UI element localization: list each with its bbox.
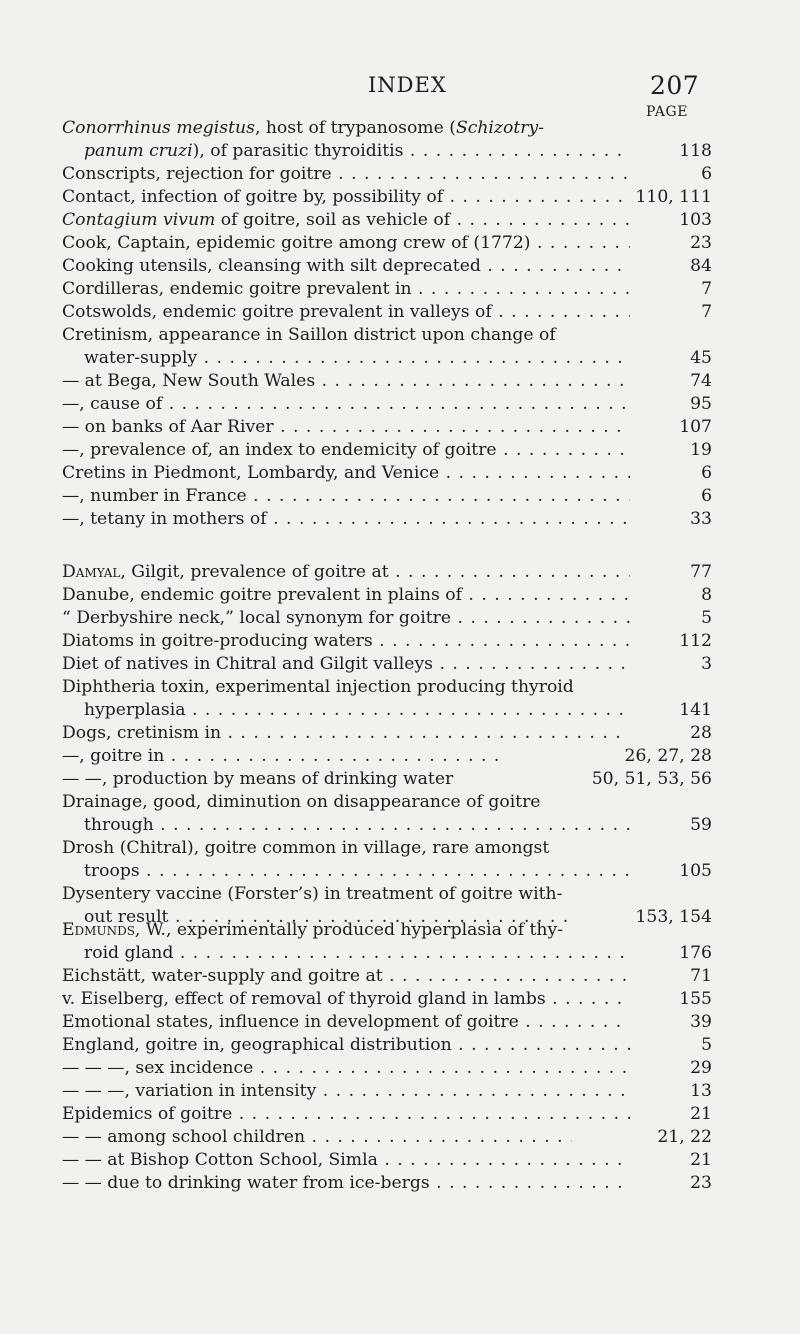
entry-text-part: Cotswolds, endemic goitre prevalent in valleys of: [62, 302, 492, 322]
entry-text: [62, 278, 630, 301]
page-ref: 155: [675, 988, 712, 1011]
entry-text: [62, 607, 630, 630]
entry-text: [62, 1034, 630, 1057]
index-entry: [62, 301, 712, 324]
entry-text: [62, 988, 630, 1011]
entry-text-part: Drainage, good, diminution on disappearance of goitre: [62, 792, 541, 812]
entry-text: [62, 393, 630, 416]
page-ref: 23: [686, 1172, 712, 1195]
index-entry: [62, 607, 712, 630]
page-ref: 107: [675, 416, 712, 439]
page-ref: 6: [697, 485, 712, 508]
entry-text: [62, 255, 630, 278]
page-ref: 95: [686, 393, 712, 416]
page-ref: 33: [686, 508, 712, 531]
index-entry: [62, 485, 712, 508]
entry-text-part: Danube, endemic goitre prevalent in plains of: [62, 585, 462, 605]
page-ref: 6: [697, 462, 712, 485]
entry-text: [84, 942, 630, 965]
page-ref: 59: [686, 814, 712, 837]
index-entry: [62, 942, 712, 965]
page-ref: 110, 111: [631, 186, 712, 209]
index-entry: [62, 791, 712, 814]
page-ref: 5: [697, 607, 712, 630]
index-section-d: [62, 561, 712, 929]
page-ref: 50, 51, 53, 56: [588, 768, 712, 791]
index-entry: [62, 1103, 712, 1126]
entry-text-part: panum cruzi: [84, 141, 193, 161]
entry-text: [62, 1011, 630, 1034]
page-ref: 84: [686, 255, 712, 278]
entry-text: [62, 965, 630, 988]
index-entry: [62, 676, 712, 699]
index-entry: [62, 630, 712, 653]
entry-text-part: — on banks of Aar River: [62, 417, 274, 437]
page-header: [0, 73, 800, 103]
entry-text: [62, 745, 502, 768]
entry-text: [62, 1057, 630, 1080]
entry-text-part: troops: [84, 861, 140, 881]
entry-text-part: Eichstätt, water-supply and goitre at: [62, 966, 383, 986]
entry-text: [84, 814, 630, 837]
entry-text-part: Cook, Captain, epidemic goitre among crew of (1772): [62, 233, 531, 253]
entry-text: [62, 768, 572, 791]
entry-text: [62, 209, 630, 232]
page-ref: 74: [686, 370, 712, 393]
entry-text-part: hyperplasia: [84, 700, 186, 720]
index-entry: [62, 919, 712, 942]
page-ref: 21: [686, 1103, 712, 1126]
index-entry: [62, 347, 712, 370]
index-entry: [62, 1057, 712, 1080]
index-entry: [62, 653, 712, 676]
page-ref: 103: [675, 209, 712, 232]
entry-text: [62, 791, 712, 814]
page-ref: 5: [697, 1034, 712, 1057]
index-entry: [62, 1011, 712, 1034]
entry-text: [84, 699, 630, 722]
entry-text: [62, 630, 630, 653]
entry-text-part: Dysentery vaccine (Forster’s) in treatment of goitre with-: [62, 884, 563, 904]
entry-text-part: — — due to drinking water from ice-bergs: [62, 1173, 430, 1193]
entry-text: [62, 1103, 630, 1126]
entry-text: [62, 416, 630, 439]
entry-text-part: — — at Bishop Cotton School, Simla: [62, 1150, 378, 1170]
entry-text: [62, 232, 630, 255]
entry-text-part: — —, production by means of drinking water: [62, 769, 454, 789]
entry-text-part: water-supply: [84, 348, 198, 368]
entry-text-part: Cretins in Piedmont, Lombardy, and Venice: [62, 463, 440, 483]
page-column-label: PAGE: [646, 104, 689, 120]
page-ref: 71: [686, 965, 712, 988]
index-section-e: [62, 919, 712, 1195]
index-entry: [62, 883, 712, 906]
entry-text-part: , W., experimentally produced hyperplasia of thy-: [134, 920, 564, 940]
page-number: 207: [650, 71, 700, 100]
page-ref: 105: [675, 860, 712, 883]
entry-text-part: Emotional states, influence in development of goitre: [62, 1012, 519, 1032]
entry-text-part: Drosh (Chitral), goitre common in village, rare amongst: [62, 838, 550, 858]
index-entry: [62, 1034, 712, 1057]
page-ref: 118: [675, 140, 712, 163]
page-ref: 29: [686, 1057, 712, 1080]
index-section-c: [62, 117, 712, 531]
entry-text: [62, 117, 712, 140]
index-entry: [62, 965, 712, 988]
index-entry: [62, 278, 712, 301]
page-ref: 6: [697, 163, 712, 186]
entry-text: [62, 561, 630, 584]
index-entry: [62, 837, 712, 860]
entry-text-part: —, goitre in: [62, 746, 165, 766]
page-ref: 39: [686, 1011, 712, 1034]
index-entry: [62, 814, 712, 837]
page-ref: 45: [686, 347, 712, 370]
index-entry: [62, 508, 712, 531]
index-entry: [62, 768, 712, 791]
page-ref: 112: [675, 630, 712, 653]
entry-text-part: England, goitre in, geographical distribution: [62, 1035, 452, 1055]
entry-text: [62, 186, 630, 209]
page-ref: 153, 154: [631, 906, 712, 929]
entry-text-part: — — —, sex incidence: [62, 1058, 254, 1078]
entry-text: [62, 919, 712, 942]
entry-text-part: Epidemics of goitre: [62, 1104, 233, 1124]
entry-text-part: Diet of natives in Chitral and Gilgit valleys: [62, 654, 433, 674]
entry-text-part: —, cause of: [62, 394, 163, 414]
index-entry: [62, 393, 712, 416]
page-ref: 21, 22: [653, 1126, 712, 1149]
entry-text: [62, 485, 630, 508]
entry-text-part: out result: [84, 907, 169, 927]
entry-text: [84, 347, 630, 370]
entry-text: [62, 722, 630, 745]
index-entry: [62, 462, 712, 485]
entry-text: [62, 1149, 630, 1172]
running-title: INDEX: [368, 73, 447, 97]
entry-text: [62, 883, 712, 906]
page-ref: 19: [686, 439, 712, 462]
entry-text-part: — — among school children: [62, 1127, 306, 1147]
entry-text: [62, 324, 712, 347]
page-ref: 13: [686, 1080, 712, 1103]
entry-text-part: Dogs, cretinism in: [62, 723, 222, 743]
index-entry: [62, 699, 712, 722]
index-entry: [62, 1080, 712, 1103]
entry-text-part: ), of parasitic thyroiditis: [192, 141, 404, 161]
entry-text-part: —, prevalence of, an index to endemicity of goitre: [62, 440, 497, 460]
entry-text: [62, 163, 630, 186]
index-entry: [62, 1172, 712, 1195]
page-ref: 8: [697, 584, 712, 607]
index-entry: [62, 860, 712, 883]
entry-text-part: through: [84, 815, 154, 835]
entry-text: [62, 653, 630, 676]
entry-text-part: , host of trypanosome (: [254, 118, 456, 138]
index-entry: [62, 416, 712, 439]
index-entry: [62, 324, 712, 347]
entry-text-part: —, number in France: [62, 486, 247, 506]
entry-text-part: “ Derbyshire neck,” local synonym for goitre: [62, 608, 452, 628]
index-entry: [62, 584, 712, 607]
index-entry: [62, 186, 712, 209]
entry-text: [62, 676, 712, 699]
entry-text-part: Schizotry-: [455, 118, 544, 138]
entry-text-part: roid gland: [84, 943, 174, 963]
entry-text: [62, 1172, 630, 1195]
page-ref: 3: [697, 653, 712, 676]
entry-text: [62, 462, 630, 485]
index-entry: [62, 117, 712, 140]
index-entry: [62, 163, 712, 186]
index-entry: [62, 439, 712, 462]
entry-text-part: — — —, variation in intensity: [62, 1081, 317, 1101]
entry-text-part: —, tetany in mothers of: [62, 509, 267, 529]
page-ref: 21: [686, 1149, 712, 1172]
entry-text-part: Edmunds: [62, 920, 135, 940]
entry-text: [62, 1080, 630, 1103]
entry-text-part: — at Bega, New South Wales: [62, 371, 316, 391]
index-entry: [62, 561, 712, 584]
page-ref: 7: [697, 278, 712, 301]
index-entry: [62, 232, 712, 255]
entry-text: [84, 860, 630, 883]
page-ref: 77: [686, 561, 712, 584]
page-ref: 28: [686, 722, 712, 745]
entry-text: [62, 439, 630, 462]
index-entry: [62, 722, 712, 745]
page-ref: 26, 27, 28: [621, 745, 712, 768]
index-entry: [62, 1149, 712, 1172]
entry-text: [62, 508, 630, 531]
entry-text-part: Contagium vivum: [62, 210, 216, 230]
entry-text-part: Diphtheria toxin, experimental injection producing thyroid: [62, 677, 574, 697]
entry-text-part: , Gilgit, prevalence of goitre at: [120, 562, 389, 582]
page-ref: 176: [675, 942, 712, 965]
entry-text-part: Conorrhinus megistus: [62, 118, 255, 138]
index-entry: [62, 209, 712, 232]
page-ref: 7: [697, 301, 712, 324]
entry-text-part: Diatoms in goitre-producing waters: [62, 631, 373, 651]
page-ref: 141: [675, 699, 712, 722]
index-entry: [62, 255, 712, 278]
index-entry: [62, 140, 712, 163]
index-entry: [62, 745, 712, 768]
entry-text-part: Damyal: [62, 562, 121, 582]
entry-text: [62, 837, 712, 860]
index-entry: [62, 988, 712, 1011]
entry-text-part: Cooking utensils, cleansing with silt deprecated: [62, 256, 481, 276]
entry-text: [62, 1126, 572, 1149]
entry-text: [62, 584, 630, 607]
entry-text: [62, 370, 630, 393]
entry-text-part: Contact, infection of goitre by, possibility of: [62, 187, 444, 207]
index-entry: [62, 370, 712, 393]
entry-text-part: Conscripts, rejection for goitre: [62, 164, 332, 184]
entry-text-part: Cordilleras, endemic goitre prevalent in: [62, 279, 412, 299]
entry-text: [84, 140, 630, 163]
entry-text-part: of goitre, soil as vehicle of: [215, 210, 451, 230]
entry-text-part: v. Eiselberg, effect of removal of thyroid gland in lambs: [62, 989, 546, 1009]
entry-text: [62, 301, 630, 324]
entry-text-part: Cretinism, appearance in Saillon district upon change of: [62, 325, 556, 345]
index-entry: [62, 1126, 712, 1149]
page-ref: 23: [686, 232, 712, 255]
